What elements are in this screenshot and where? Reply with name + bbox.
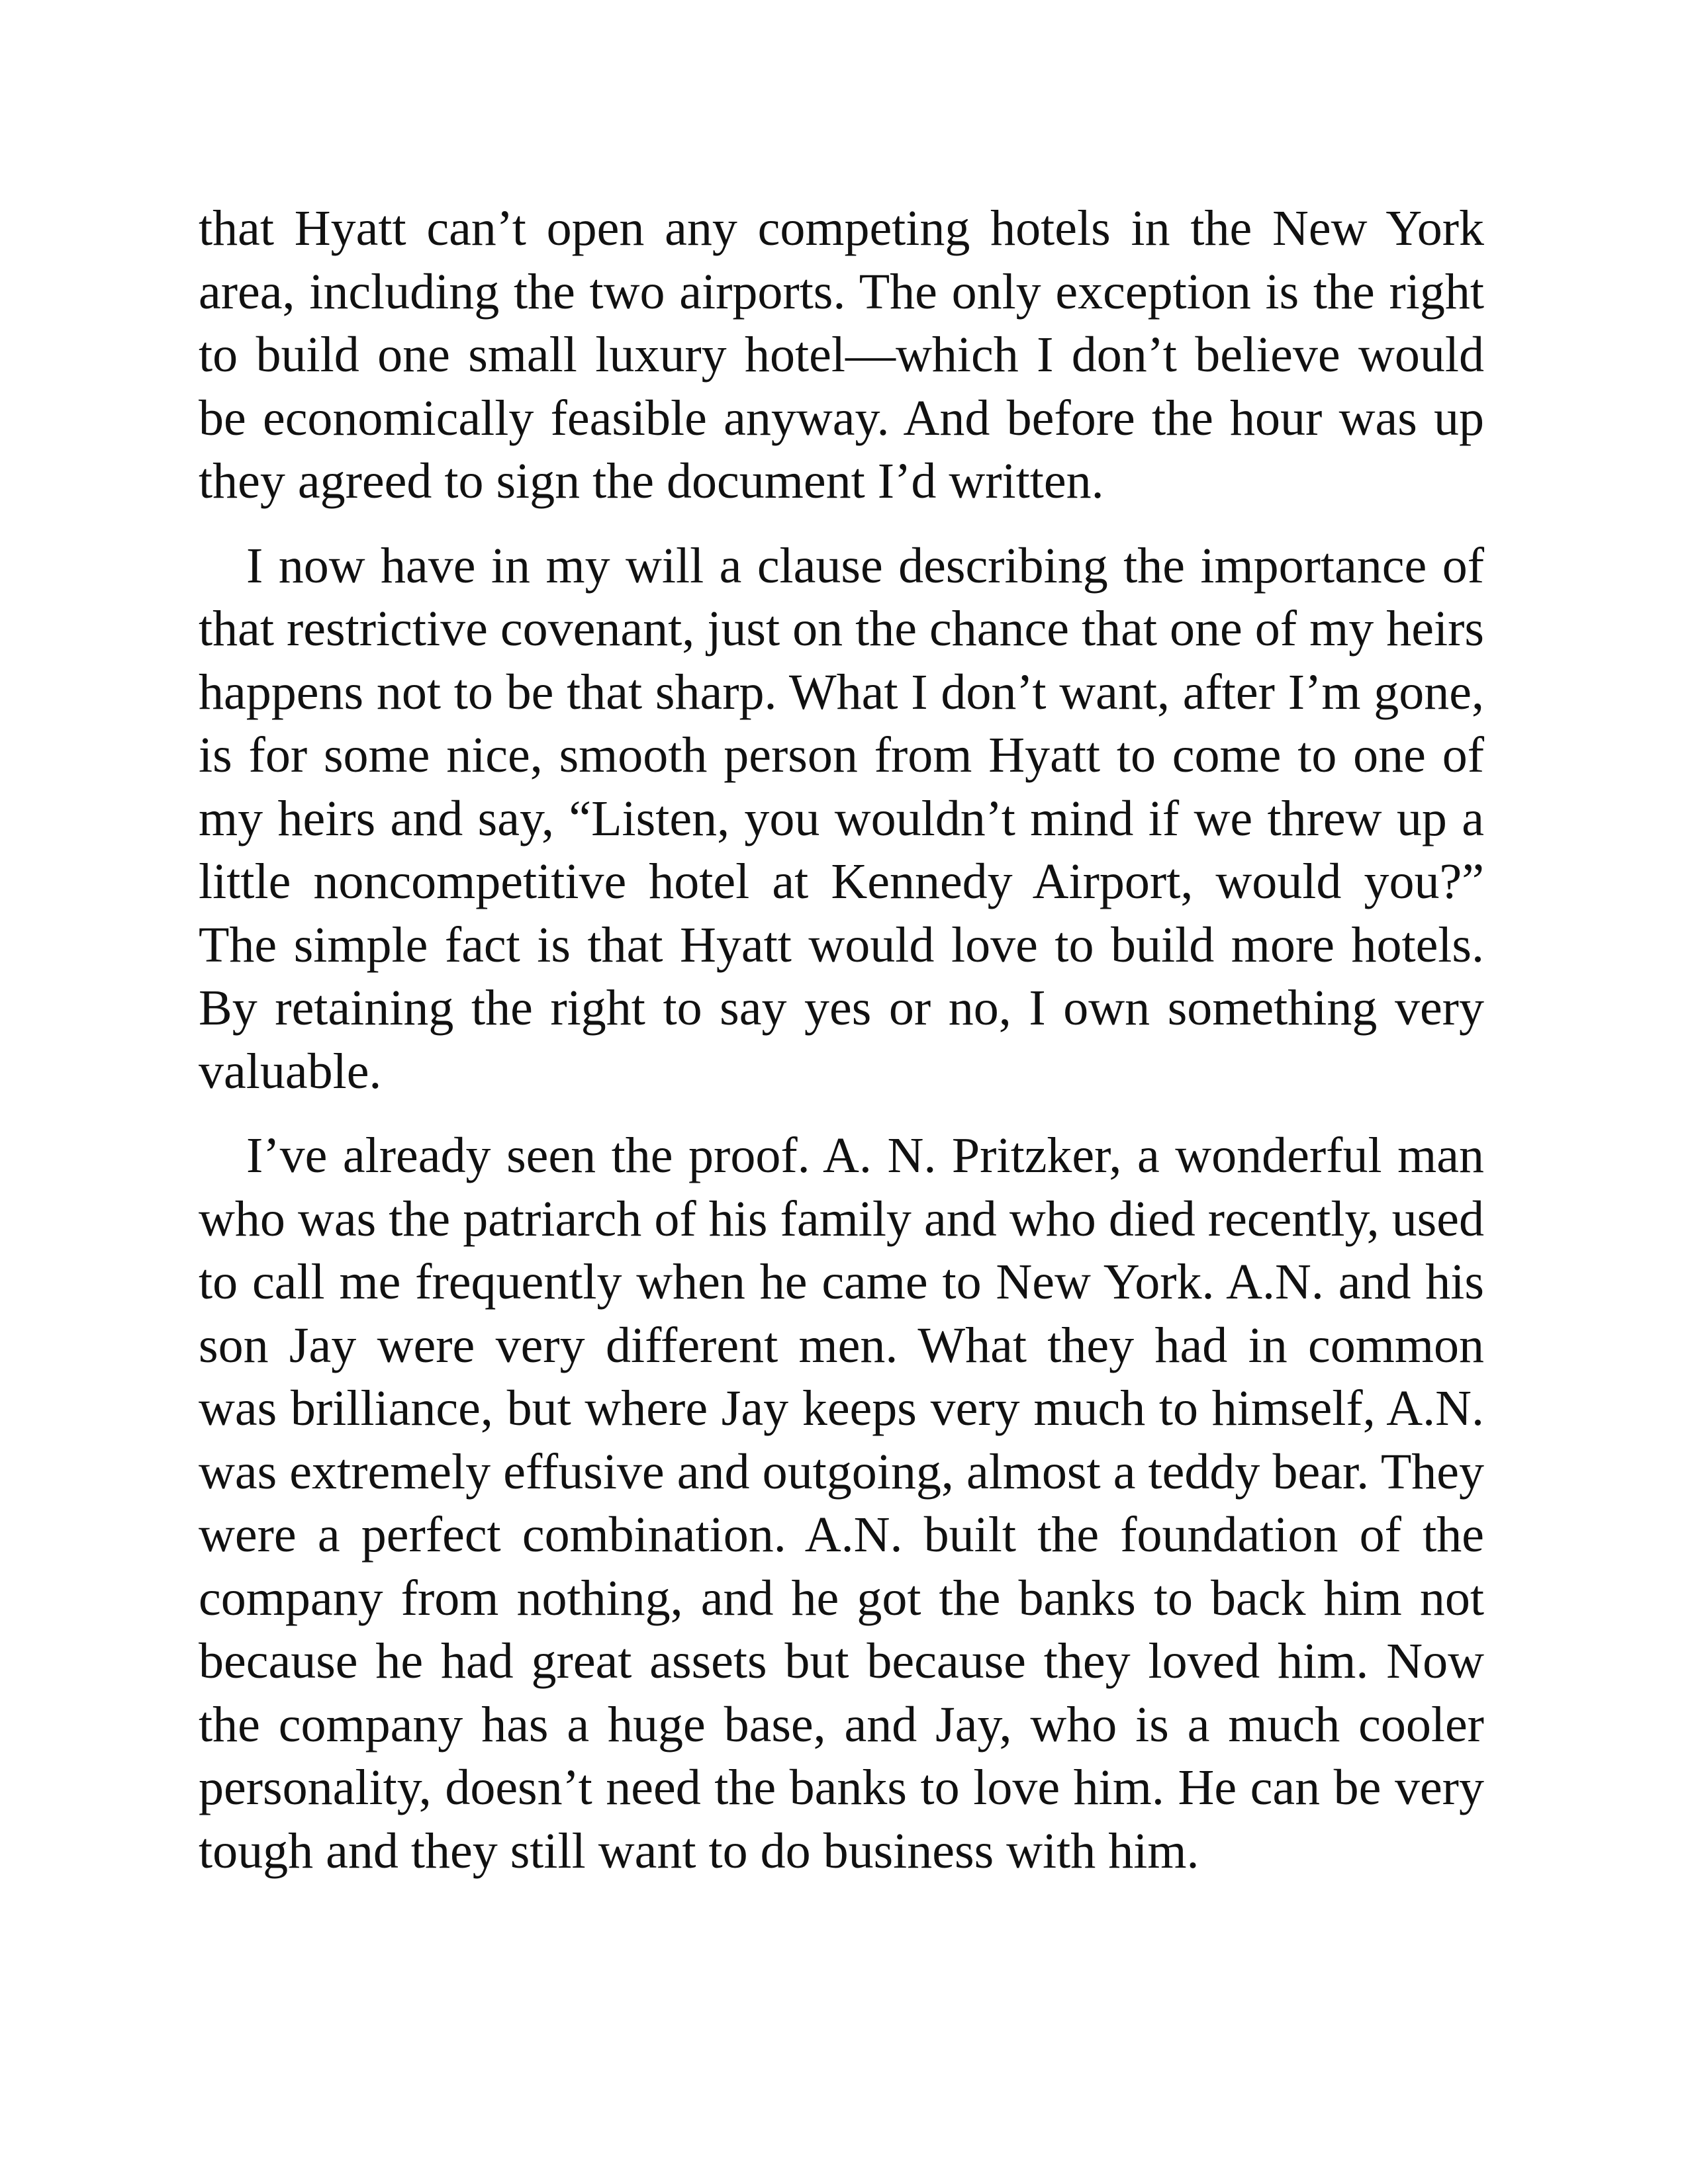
paragraph-2: I now have in my will a clause describing the importance of that restrictive covenant, just on the chance that one of my heirs happens not to be that sharp. What I don’t want, after I’m gone, is for some nice, smooth person from Hyatt to come to one of my heirs and say, “Listen, you wouldn’t mind if we threw up a little noncompetitive hotel at Kennedy Airport, would you?” The simple fact is that Hyatt would love to build more hotels. By retaining the right to say yes or no, I own something very valuable.	[199, 537, 1484, 1099]
body-text	[199, 197, 1484, 1883]
paragraph-1: that Hyatt can’t open any competing hotels in the New York area, including the two airports. The only exception is the right to build one small luxury hotel—which I don’t believe would be economically feasible anyway. And before the hour was up they agreed to sign the document I’d written.	[199, 201, 1484, 509]
paragraph-3: I’ve already seen the proof. A. N. Pritzker, a wonderful man who was the patriarch of his family and who died recently, used to call me frequently when he came to New York. A.N. and his son Jay were very different men. What they had in common was brilliance, but where Jay keeps very much to himself, A.N. was extremely effusive and outgoing, almost a teddy bear. They were a perfect combination. A.N. built the foundation of the company from nothing, and he got the banks to back him not because he had great assets but because they loved him. Now the company has a huge base, and Jay, who is a much cooler personality, doesn’t need the banks to love him. He can be very tough and they still want to do business with him.	[199, 1128, 1484, 1879]
